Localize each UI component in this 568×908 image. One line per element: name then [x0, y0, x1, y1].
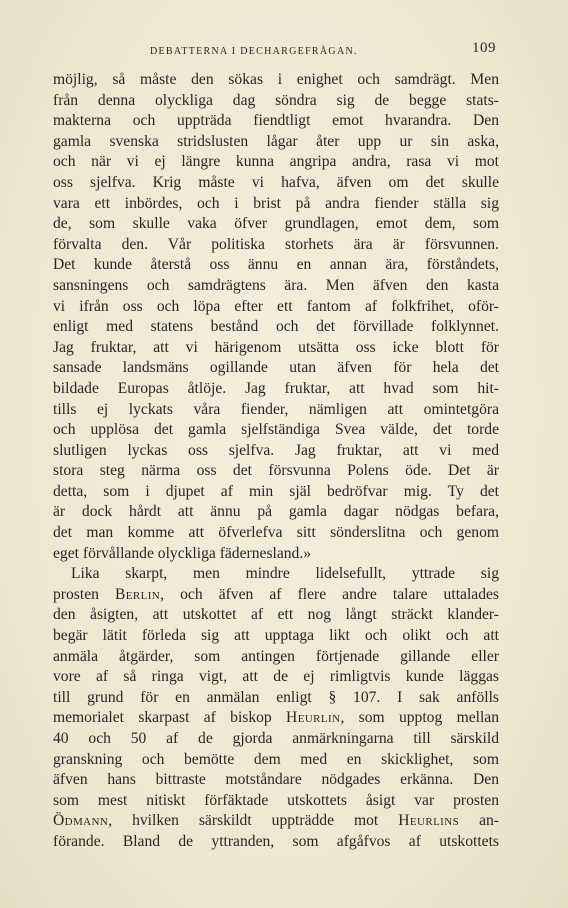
text-segment: , och äfven af flere andre talare uttalades: [160, 585, 499, 603]
person-name: Berlin: [114, 585, 161, 603]
text-line: och upplösa det gamla sjelfständiga Svea välde, det torde: [53, 421, 499, 439]
text-line: äfven hans bittraste motståndare nödgades erkänna. Den: [53, 771, 499, 789]
text-line: Jag fruktar, att vi härigenom utsätta oss icke blott för: [53, 338, 499, 356]
text-line: sansade landsmäns ogillande utan äfven för hela det: [53, 359, 499, 377]
text-line: [53, 811, 499, 832]
text-line: vara ett inbördes, och i brist på andra fiender ställa sig: [53, 194, 499, 212]
body-text: [53, 70, 499, 853]
running-title: DEBATTERNA I DECHARGEFRÅGAN.: [150, 46, 358, 57]
text-line: vi ifrån oss och löpa efter ett fantom af folkfrihet, oför-: [53, 297, 499, 315]
text-line: bildade Europas åtlöje. Jag fruktar, att hvad som hit-: [53, 379, 499, 397]
text-line: från denna olyckliga dag söndra sig de begge stats-: [53, 91, 499, 109]
text-line: som mest nitiskt förfäktade utskottets åsigt var prosten: [53, 791, 499, 809]
text-line: till grund för en anmälan enligt § 107. I sak anfölls: [53, 688, 499, 706]
text-line: slutligen lyckas oss sjelfva. Jag fruktar, att vi med: [53, 441, 499, 459]
text-line: makterna och uppträda fiendtligt emot hvarandra. Den: [53, 112, 499, 130]
text-line: förvalta den. Vår politiska storhets ära är försvunnen.: [53, 235, 499, 253]
page-header: [52, 40, 502, 62]
text-line: möjlig, så måste den sökas i enighet och samdrägt. Men: [53, 71, 499, 88]
text-line: oss sjelfva. Krig måste vi hafva, äfven om det skulle: [53, 173, 499, 191]
text-line: de, som skulle vaka öfver grundlagen, emot dem, som: [53, 215, 499, 233]
text-line: detta, som i djupet af min själ bedröfvar mig. Ty det: [53, 482, 499, 500]
text-segment: , som upptog mellan: [340, 709, 499, 727]
person-name: Heurlins: [398, 812, 460, 830]
text-segment: an-: [459, 812, 499, 830]
text-line: 40 och 50 af de gjorda anmärkningarna till särskild: [53, 730, 499, 747]
text-line: förande. Bland de yttranden, som afgåfvos af utskottets: [53, 832, 499, 850]
text-line: granskning och bemötte dem med en skicklighet, som: [53, 750, 499, 768]
text-line: anmäla åtgärder, som antingen förtjenade gillande eller: [53, 647, 499, 665]
text-line: gamla svenska stridslusten lågar åter upp ur sin aska,: [53, 132, 499, 150]
text-line: tills ej lyckats våra fiender, nämligen att omintetgöra: [53, 400, 499, 418]
text-line: Det kunde återstå oss ännu en annan ära, förståndets,: [53, 256, 499, 274]
text-segment: memorialet skarpast af biskop: [53, 709, 287, 727]
text-line: vore af så ringa vigt, att de ej rimligtvis kunde läggas: [53, 668, 499, 686]
person-name: Heurlin: [286, 709, 341, 727]
text-line: det man komme att öfverlefva sitt sönderslitna och genom: [53, 524, 499, 542]
text-line: [53, 708, 499, 729]
text-segment: , hvilken särskildt uppträdde mot: [108, 812, 399, 830]
text-line: eget förvållande olyckliga fädernesland.»: [53, 544, 312, 562]
text-line: är dock hårdt att ännu på gamla dagar nödgas befara,: [53, 503, 499, 521]
page-number: 109: [472, 40, 496, 56]
text-line: [53, 585, 499, 606]
person-name: Ödmann: [53, 812, 109, 830]
text-line: Lika skarpt, men mindre lidelsefullt, yttrade sig: [71, 565, 499, 583]
text-line: stora steg närma oss det försvunna Polens öde. Det är: [53, 462, 499, 480]
text-line: begär lätit förleda sig att upptaga likt och olikt och att: [53, 627, 499, 645]
text-line: och när vi ej längre kunna angripa andra, rasa vi mot: [53, 153, 499, 171]
text-line: sansningens och samdrägtens ära. Men äfven den kasta: [53, 276, 499, 294]
text-line: den åsigten, att utskottet af ett nog långt sträckt klander-: [53, 606, 499, 624]
text-segment: prosten: [53, 585, 115, 603]
text-line: enligt med statens bestånd och det förvillade folklynnet.: [53, 318, 499, 336]
